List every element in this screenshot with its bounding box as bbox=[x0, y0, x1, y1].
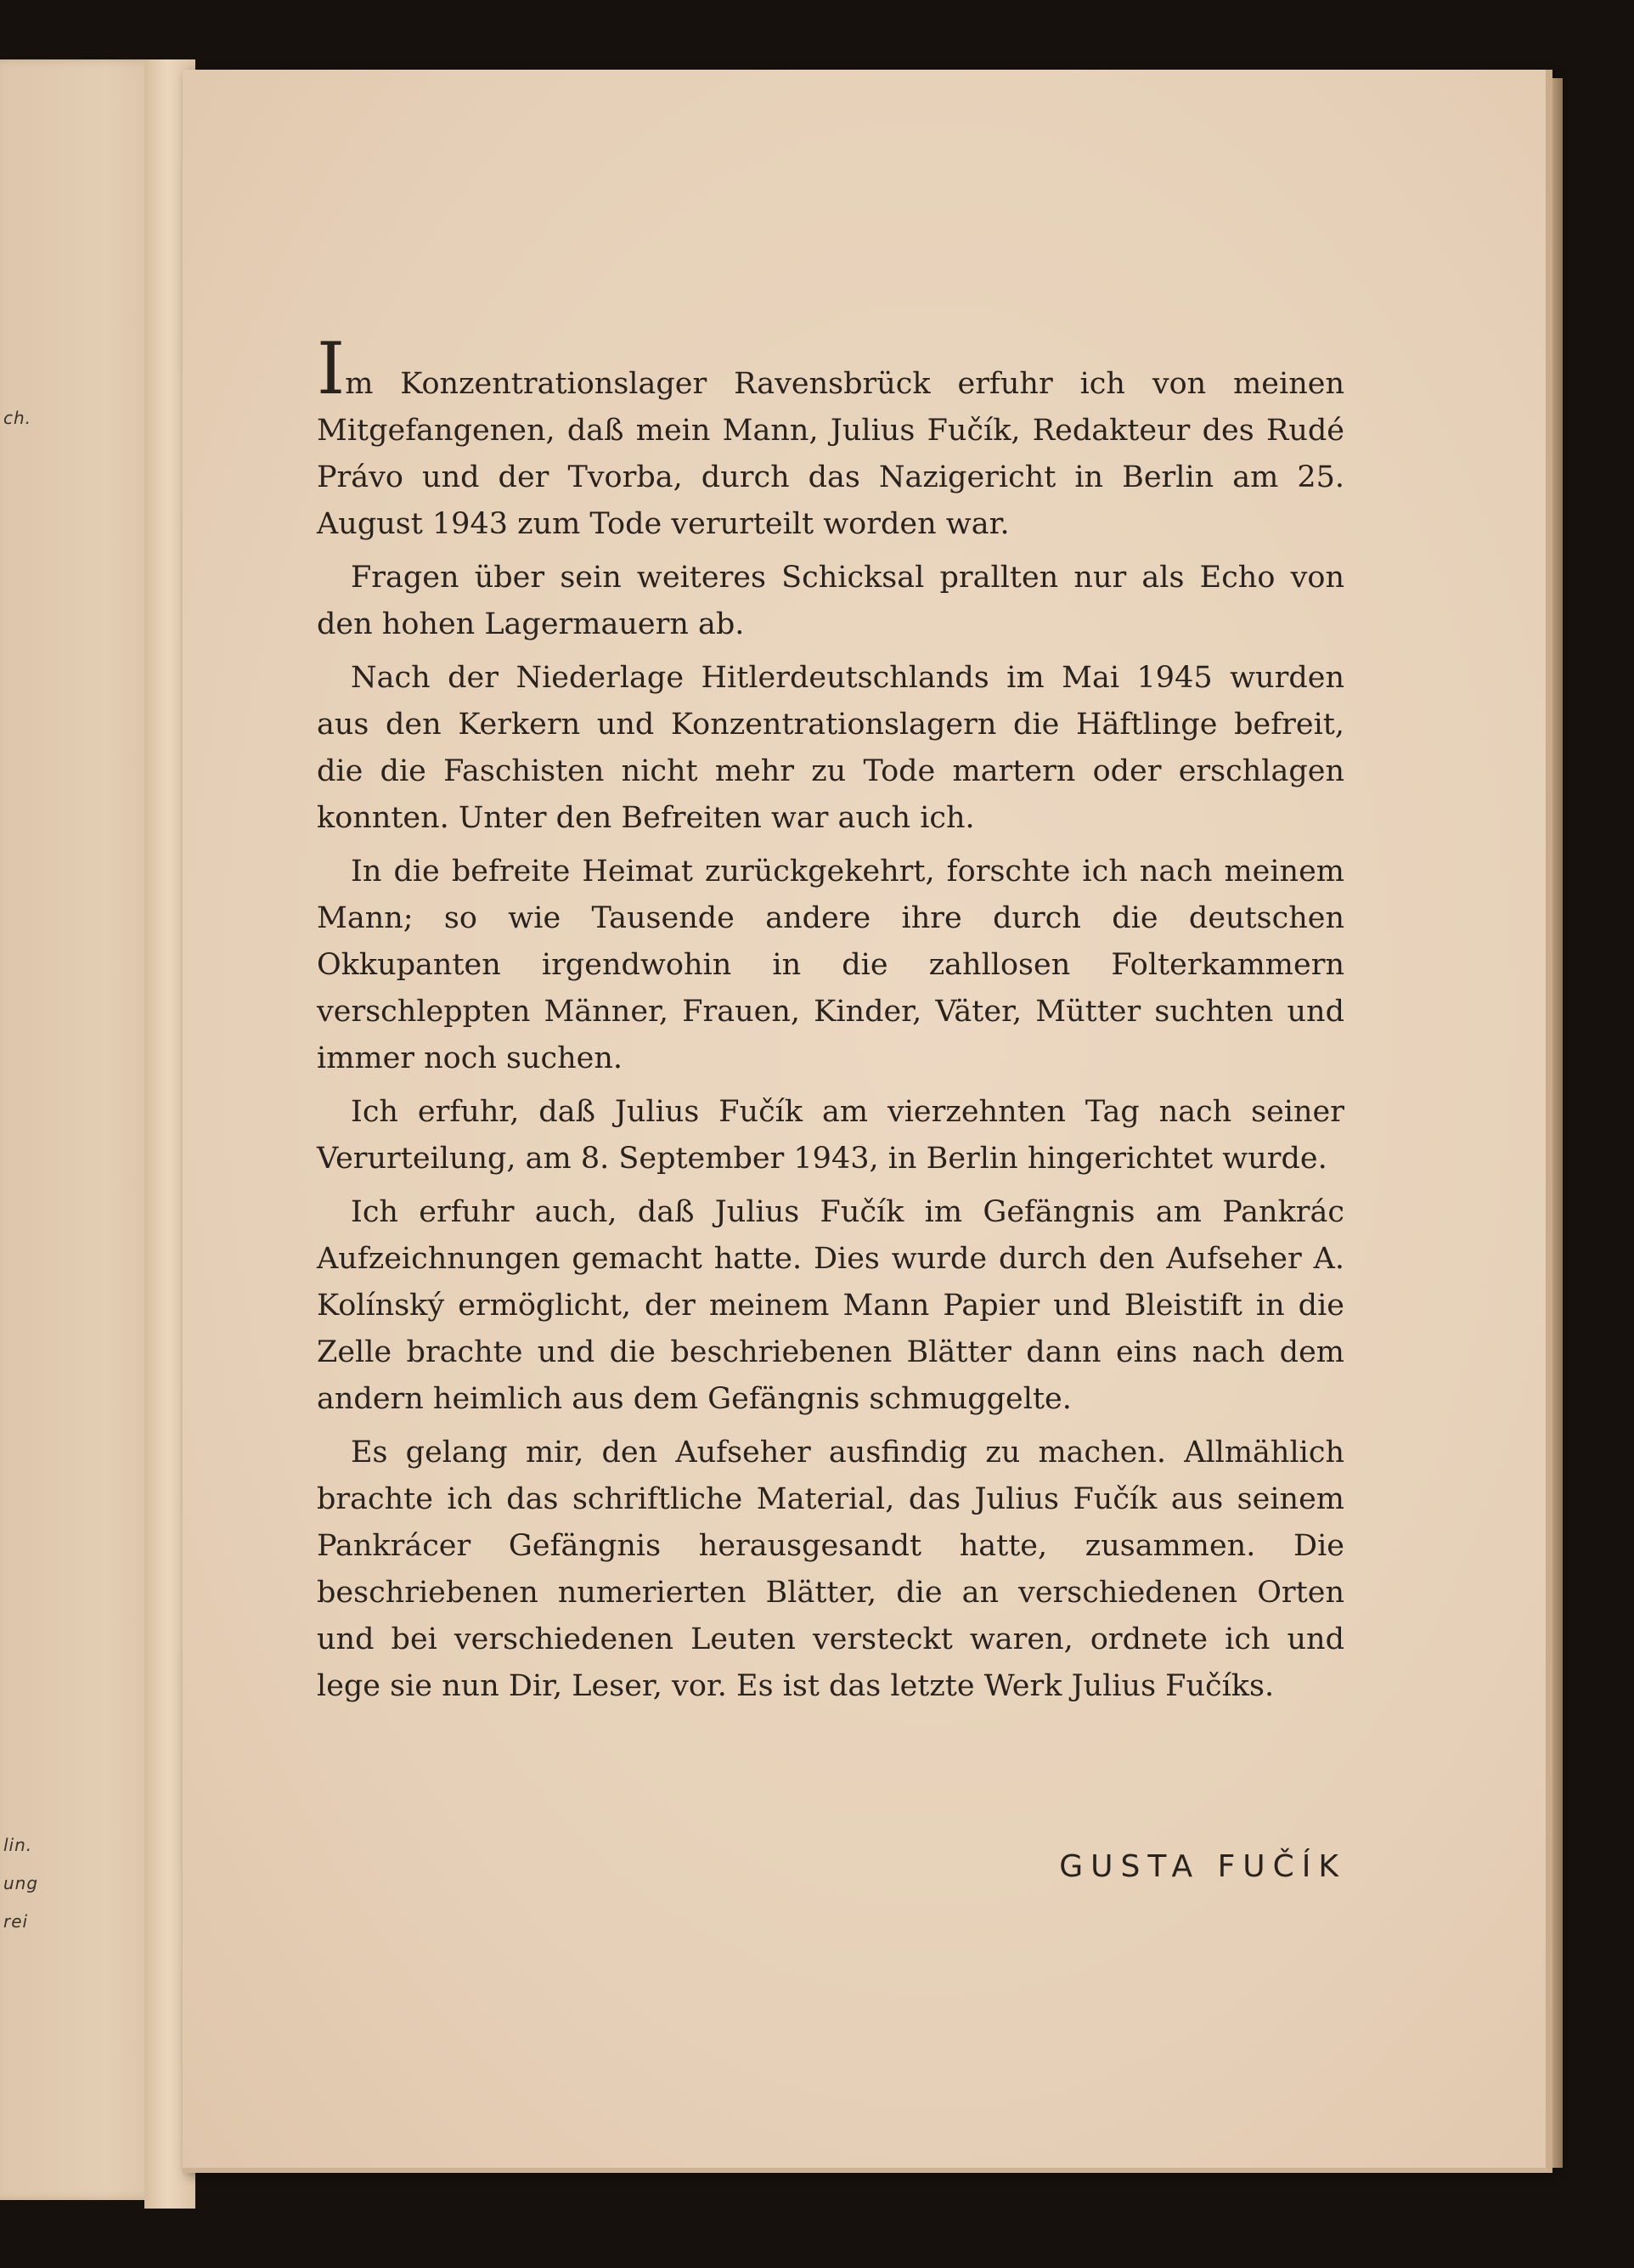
paragraph: Nach der Niederlage Hitlerdeutschlands im Mai 1945 wurden aus den Kerkern und Konzentrationslagern die Häftlinge befreit, die die Faschisten nicht mehr zu Tode martern oder erschlagen konnten. Unter den Befreiten war auch ich. bbox=[317, 661, 1344, 835]
page-edge bbox=[1552, 78, 1563, 2168]
paragraph: Fragen über sein weiteres Schicksal prallten nur als Echo von den hohen Lagermauern ab. bbox=[317, 561, 1344, 641]
paragraph: In die befreite Heimat zurückgekehrt, forschte ich nach meinem Mann; so wie Tausende andere ihre durch die deutschen Okkupanten irgendwohin in die zahllosen Folterkammern verschleppten Männer, Frauen, Kinder, Väter, Mütter suchten und immer noch suchen. bbox=[317, 855, 1344, 1075]
foreword-text bbox=[317, 327, 1344, 1717]
book-page bbox=[183, 70, 1552, 2173]
paragraph bbox=[317, 327, 1344, 548]
previous-page-fragment: rei bbox=[3, 1911, 29, 1932]
previous-page-fragment: ch. bbox=[3, 408, 32, 428]
paragraph: Es gelang mir, den Aufseher ausfindig zu machen. Allmählich brachte ich das schriftliche Material, das Julius Fučík aus seinem Pankrácer Gefängnis herausgesandt hatte, zusammen. Die beschriebenen numerierten Blätter, die an verschiedenen Orten und bei verschiedenen Leuten versteckt waren, ordnete ich und lege sie nun Dir, Leser, vor. Es ist das letzte Werk Julius Fučíks. bbox=[317, 1436, 1344, 1703]
previous-page-fragment: lin. bbox=[3, 1835, 33, 1855]
drop-cap: I bbox=[317, 327, 346, 410]
signature: GUSTA FUČÍK bbox=[1059, 1849, 1346, 1884]
previous-page-fragment: ung bbox=[3, 1873, 39, 1893]
paragraph: Ich erfuhr, daß Julius Fučík am vierzehnten Tag nach seiner Verurteilung, am 8. September 1943, in Berlin hingerichtet wurde. bbox=[317, 1095, 1344, 1176]
paragraph-text: m Konzentrationslager Ravensbrück erfuhr ich von meinen Mitgefangenen, daß mein Mann, Julius Fučík, Redakteur des Rudé Právo und der Tvorba, durch das Nazigericht in Berlin am 25. August 1943 zum Tode verurteilt worden war. bbox=[317, 367, 1344, 541]
paragraph: Ich erfuhr auch, daß Julius Fučík im Gefängnis am Pankrác Aufzeichnungen gemacht hatte. Dies wurde durch den Aufseher A. Kolínský ermöglicht, der meinem Mann Papier und Bleistift in die Zelle brachte und die beschriebenen Blätter dann eins nach dem andern heimlich aus dem Gefängnis schmuggelte. bbox=[317, 1195, 1344, 1416]
